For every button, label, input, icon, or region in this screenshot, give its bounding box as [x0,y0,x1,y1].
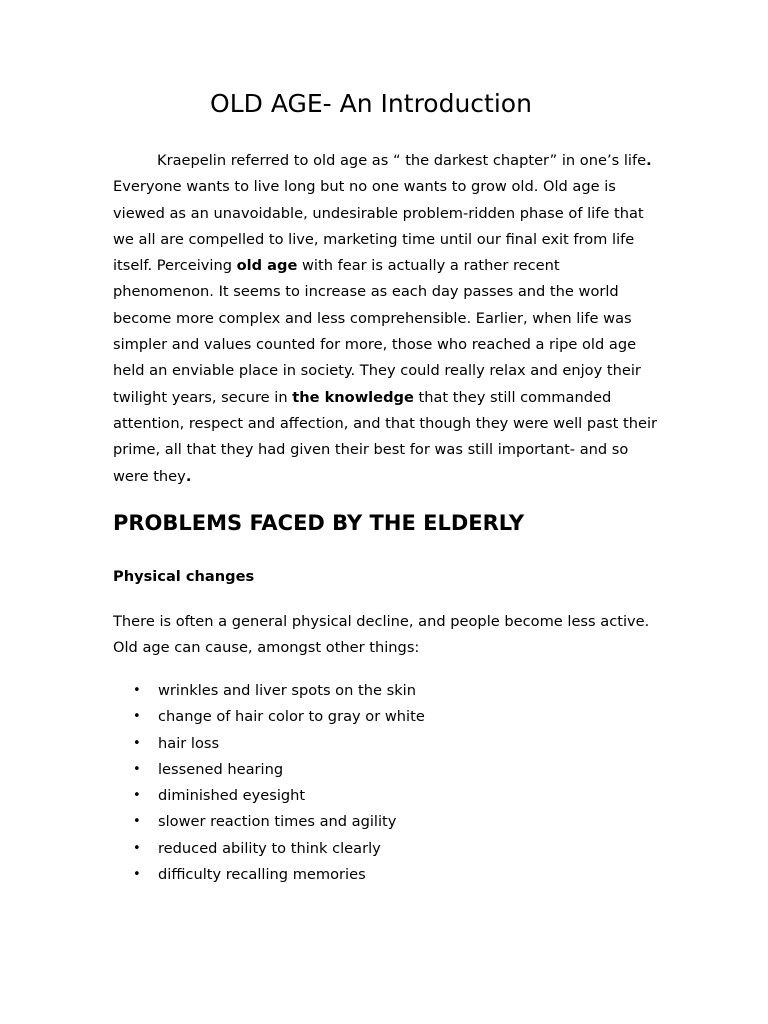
bullet-icon: • [133,814,141,830]
list-item [113,809,425,835]
intro-text-4: that they still commanded attention, respect and affection, and that though they were well past their prime, all that they had given their best for was still important- and so were they [113,388,658,485]
bullet-list [113,678,425,888]
intro-text-1: Kraepelin referred to old age as “ the darkest chapter” in one’s life [157,152,647,169]
list-item-text: change of hair color to gray or white [158,708,425,726]
list-item [113,678,425,704]
list-item [113,704,425,730]
bullet-icon: • [133,788,141,804]
intro-bold-period-2: . [185,467,192,485]
physical-changes-paragraph: There is often a general physical decline, and people become less active. Old age can cause, amongst other things: [113,613,650,657]
list-item-text: reduced ability to think clearly [158,839,381,857]
intro-paragraph [113,148,661,490]
list-item-text: slower reaction times and agility [158,813,397,831]
list-item [113,757,425,783]
list-item [113,783,425,809]
sub-heading: Physical changes [113,568,255,585]
list-item-text: lessened hearing [158,760,284,778]
intro-bold-period-1: . [646,152,652,169]
list-item [113,862,425,888]
list-item-text: wrinkles and liver spots on the skin [158,682,416,699]
bullet-icon: • [133,683,141,698]
document-title: OLD AGE- An Introduction [210,89,532,118]
list-item-text: hair loss [158,734,220,752]
bullet-icon: • [133,761,141,777]
list-item [113,731,425,757]
intro-bold-old-age: old age [236,257,298,275]
intro-bold-the-knowledge: the knowledge [292,388,414,406]
bullet-icon: • [133,840,141,856]
intro-text-3: with fear is actually a rather recent phenomenon. It seems to increase as each day passes and the world become more complex and less comprehensible. Earlier, when life was simpler and values counted for more, those who reached a ripe old age held an enviable place in society. They could really relax and enjoy their twilight years, secure in [113,257,641,406]
bullet-icon: • [133,709,141,725]
intro-text-2: Everyone wants to live long but no one wants to grow old. Old age is viewed as an unavoidable, undesirable problem-ridden phase of life that we all are compelled to live, marketing time until our final exit from life itself. Perceiving [113,178,644,275]
bullet-icon: • [133,735,141,751]
list-item-text: difficulty recalling memories [158,866,366,884]
list-item [113,836,425,862]
section-heading: PROBLEMS FACED BY THE ELDERLY [113,511,525,535]
list-item-text: diminished eyesight [158,787,306,805]
bullet-icon: • [133,867,141,883]
